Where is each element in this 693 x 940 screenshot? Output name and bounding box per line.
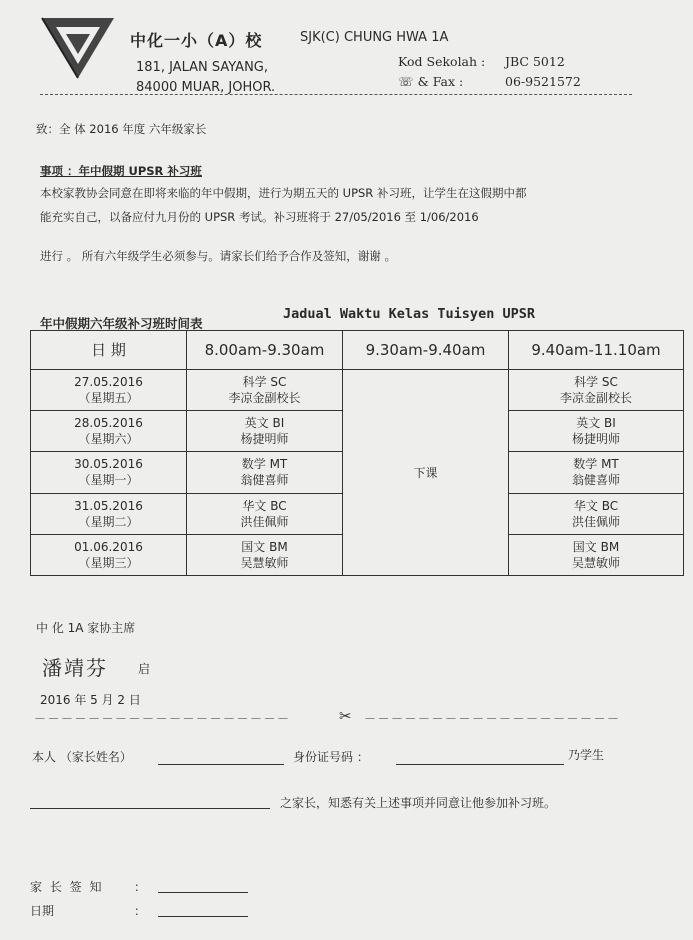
header-date: 日 期 — [31, 331, 187, 370]
address-line-1: 181, JALAN SAYANG, — [136, 60, 268, 75]
date-cell: 28.05.2016 （星期六） — [31, 411, 187, 452]
slot-2-cell: 科学 SC 李凉金副校长 — [509, 370, 684, 411]
letter-body-line-1: 本校家教协会同意在即将来临的年中假期，进行为期五天的 UPSR 补习班，让学生在这假期中都 — [40, 186, 527, 200]
letter-body-line-3: 进行 。 所有六年级学生必须参与。请家长们给予合作及签知，谢谢 。 — [40, 249, 396, 263]
slot-1-cell: 数学 MT 翁健喜师 — [187, 452, 343, 493]
date-cell: 27.05.2016 （星期五） — [31, 370, 187, 411]
slot-2-cell: 华文 BC 洪佳佩师 — [509, 493, 684, 534]
date-cell: 31.05.2016 （星期二） — [31, 493, 187, 534]
timetable-header-row — [31, 331, 684, 370]
parent-signature-field[interactable] — [158, 892, 248, 893]
timetable-title-my: Jadual Waktu Kelas Tuisyen UPSR — [283, 306, 535, 322]
parent-name-field[interactable] — [158, 764, 284, 765]
signature-colon: ： — [134, 880, 147, 894]
letter-subject: 事项 ：年中假期 UPSR 补习班 — [40, 164, 202, 178]
timetable — [30, 330, 684, 576]
header-slot-1: 8.00am-9.30am — [187, 331, 343, 370]
slot-2-cell: 数学 MT 翁健喜师 — [509, 452, 684, 493]
slot-1-cell: 华文 BC 洪佳佩师 — [187, 493, 343, 534]
signoff-role: 中 化 1A 家协主席 — [36, 621, 136, 635]
ic-number-label: 身份证号码 ： — [293, 750, 369, 764]
consent-text: 之家长，知悉有关上述事项并同意让他参加补习班。 — [280, 796, 557, 810]
school-name-en: SJK(C) CHUNG HWA 1A — [300, 30, 449, 45]
slot-2-cell: 国文 BM 吴慧敏师 — [509, 534, 684, 575]
header-slot-2: 9.40am-11.10am — [509, 331, 684, 370]
student-label: 乃学生 — [568, 748, 605, 762]
header-slot-break: 9.30am-9.40am — [343, 331, 509, 370]
date-field[interactable] — [158, 916, 248, 917]
break-cell: 下课 — [343, 370, 509, 576]
signoff-name: 潘靖芬 — [42, 656, 108, 680]
address-line-2: 84000 MUAR, JOHOR. — [136, 80, 276, 95]
date-colon: ： — [134, 904, 147, 918]
date-cell: 30.05.2016 （星期一） — [31, 452, 187, 493]
school-code-label: Kod Sekolah : — [398, 54, 486, 69]
ic-number-field[interactable] — [396, 764, 564, 765]
slot-1-cell: 国文 BM 吴慧敏师 — [187, 534, 343, 575]
date-label: 日期 — [30, 904, 55, 918]
school-logo-icon — [40, 14, 116, 80]
school-code-value: JBC 5012 — [505, 54, 565, 69]
parent-name-label: 本人 （家长姓名） — [32, 750, 132, 764]
scissors-icon: ✂ — [339, 707, 354, 725]
cut-line-right: －－－－－－－－－－－－－－－－－－－ — [364, 712, 621, 726]
table-row — [31, 370, 684, 411]
slot-1-cell: 英文 BI 杨捷明师 — [187, 411, 343, 452]
letter-body-line-2: 能充实自己，以备应付九月份的 UPSR 考试。补习班将于 27/05/2016 至 1/06/2016 — [40, 210, 479, 224]
slot-2-cell: 英文 BI 杨捷明师 — [509, 411, 684, 452]
signoff-suffix: 启 — [138, 662, 151, 676]
phone-fax-label: ☏ & Fax : — [398, 74, 464, 89]
date-cell: 01.06.2016 （星期三） — [31, 534, 187, 575]
phone-fax-value: 06-9521572 — [505, 74, 581, 89]
signoff-date: 2016 年 5 月 2 日 — [40, 693, 141, 707]
school-name-cn: 中化一小（A）校 — [130, 31, 263, 50]
slot-1-cell: 科学 SC 李凉金副校长 — [187, 370, 343, 411]
header-divider — [40, 94, 632, 95]
parent-signature-label: 家 长 签 知 — [30, 880, 104, 894]
letter-recipient: 致：全 体 2016 年度 六年级家长 — [36, 122, 207, 136]
student-name-field[interactable] — [30, 808, 270, 809]
timetable-title-cn: 年中假期六年级补习班时间表 — [40, 316, 203, 331]
cut-line-left: －－－－－－－－－－－－－－－－－－－ — [34, 712, 291, 726]
